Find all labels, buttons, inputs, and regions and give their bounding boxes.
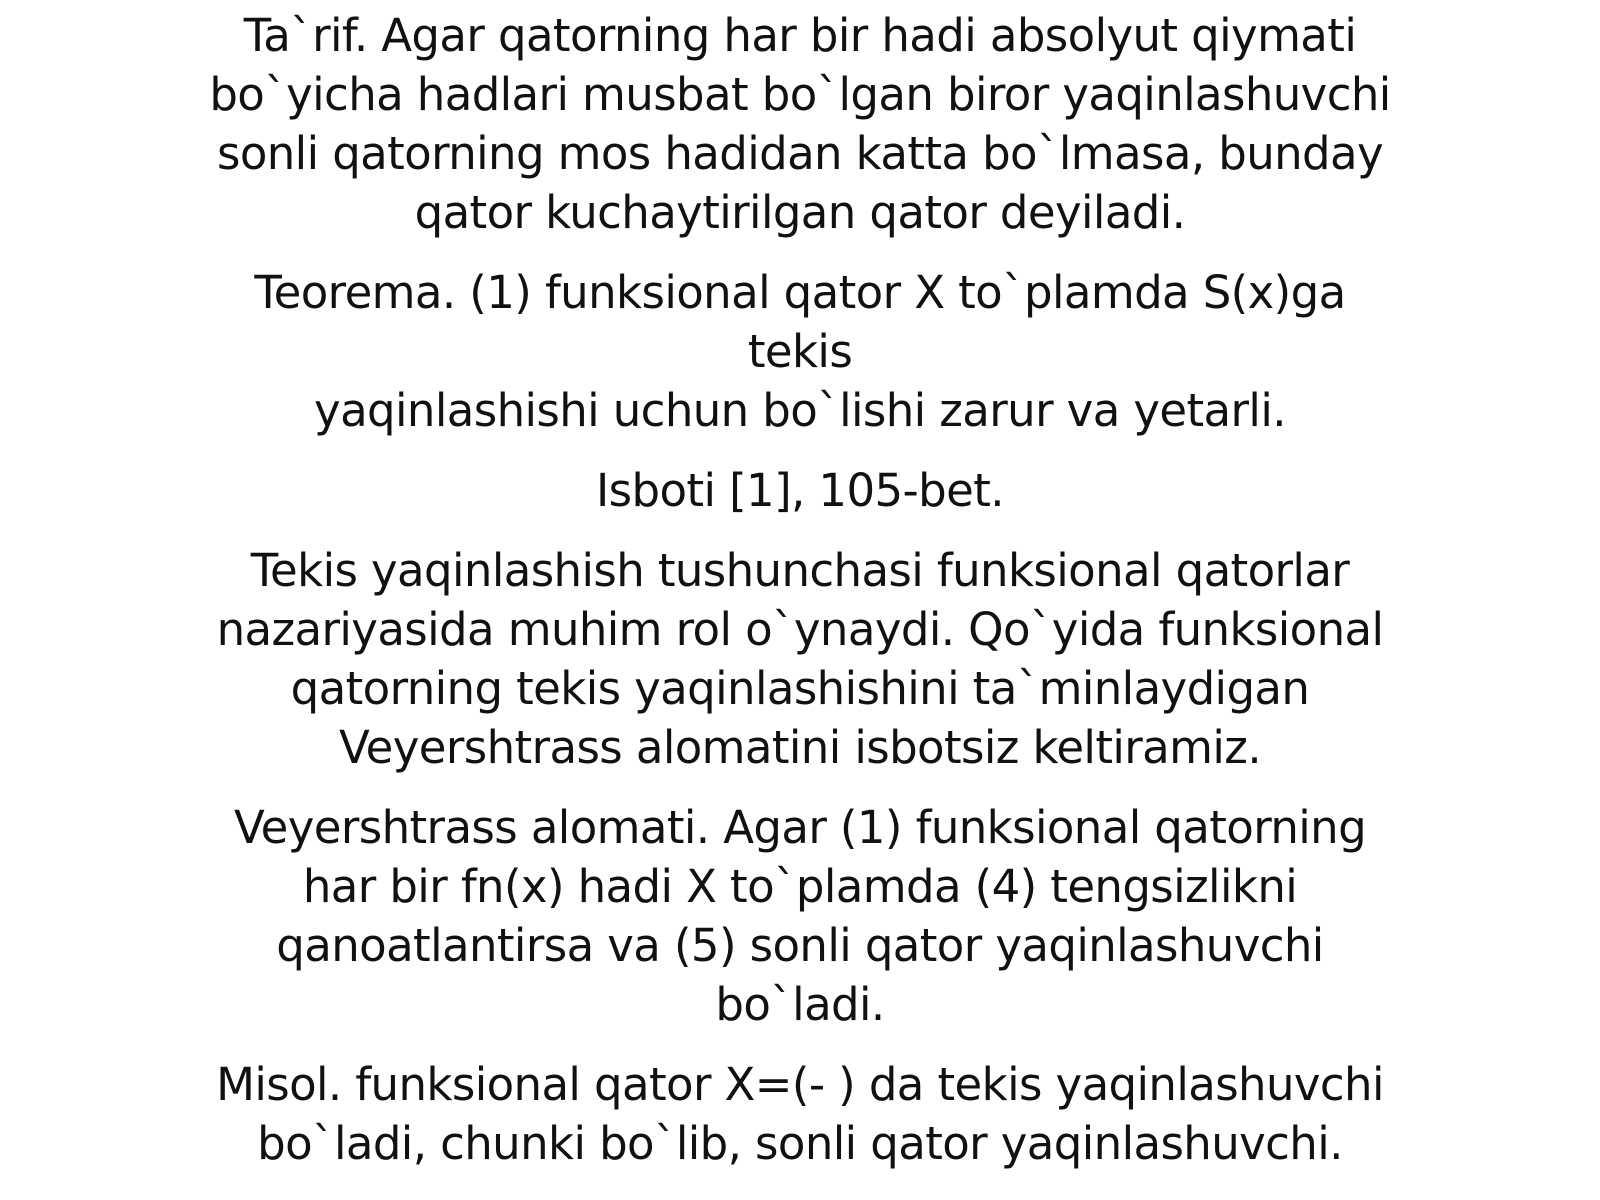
proof-reference: Isboti [1], 105-bet. <box>596 464 1004 517</box>
uniform-convergence-paragraph: Tekis yaqinlashish tushunchasi funksional qatorlar nazariyasida muhim rol o`ynaydi. Qo`yida funksional qatorning tekis yaqinlashishini ta`minlaydigan Veyershtrass alomatini isbotsiz keltiramiz. <box>216 544 1384 774</box>
definition-paragraph: Ta`rif. Agar qatorning har bir hadi absolyut qiymati bo`yicha hadlari musbat bo`lgan biror yaqinlashuvchi sonli qatorning mos hadidan katta bo`lmasa, bunday qator kuchaytirilgan qator deyiladi. <box>209 9 1391 239</box>
theorem-paragraph: Teorema. (1) funksional qator X to`plamda S(x)ga tekis yaqinlashishi uchun bo`lishi zarur va yetarli. <box>254 266 1346 437</box>
example-paragraph: Misol. funksional qator X=(- ) da tekis yaqinlashuvchi bo`ladi, chunki bo`lib, sonli qator yaqinlashuvchi. <box>216 1058 1384 1170</box>
weierstrass-test-paragraph: Veyershtrass alomati. Agar (1) funksional qatorning har bir fn(x) hadi X to`plamda (4) tengsizlikni qanoatlantirsa va (5) sonli qator yaqinlashuvchi bo`ladi. <box>233 801 1367 1031</box>
slide-body <box>205 6 1395 1194</box>
